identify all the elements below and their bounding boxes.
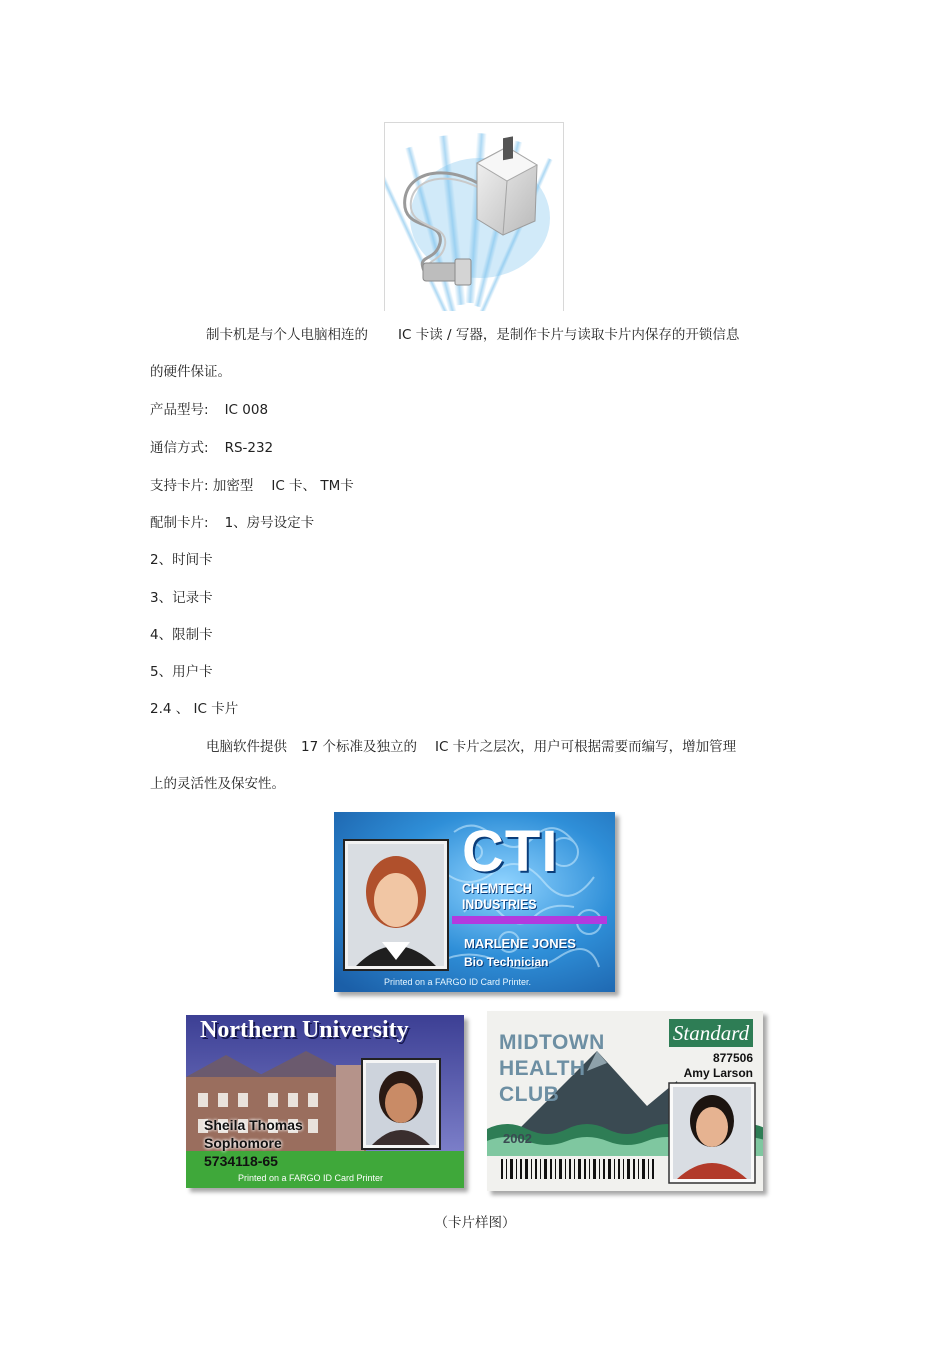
spec-model [150, 401, 268, 419]
spec-cards-item-1: 1、房号设定卡 [224, 515, 315, 531]
paragraph-1-part-b: IC 卡读 / 写器，是制作卡片与读取卡片内保存的开锁信息 [398, 327, 740, 343]
paragraph-2-part-a: 电脑软件提供 [206, 739, 287, 755]
list-item-4: 4、限制卡 [150, 627, 213, 643]
cti-role: Bio Technician [464, 955, 549, 969]
list-item-3: 3、记录卡 [150, 590, 213, 606]
spec-support-value: IC 卡、 TM卡 [271, 478, 354, 494]
spec-model-value: IC 008 [224, 402, 269, 418]
cti-footer: Printed on a FARGO ID Card Printer. [384, 977, 532, 987]
midtown-name: Amy Larson [683, 1066, 753, 1080]
spec-cards-label: 配制卡片: [150, 515, 209, 531]
midtown-number: 877506 [712, 1051, 753, 1065]
spec-cards [150, 514, 314, 532]
spec-comm [150, 439, 273, 457]
northern-title: Northern University [200, 1017, 409, 1043]
midtown-health-club-id-card [487, 1011, 763, 1191]
cti-id-card [334, 812, 615, 992]
northern-university-id-card [186, 1015, 464, 1188]
northern-name: Sheila Thomas [204, 1117, 303, 1133]
list-item-5: 5、用户卡 [150, 664, 213, 680]
cti-company: CHEMTECH INDUSTRIES [462, 880, 537, 912]
spec-comm-value: RS-232 [224, 440, 274, 456]
midtown-line-1: MIDTOWN [499, 1031, 605, 1054]
spec-comm-label: 通信方式: [150, 440, 209, 456]
paragraph-1-line-2: 的硬件保证。 [150, 364, 231, 380]
cti-logo: CTI [462, 819, 559, 884]
paragraph-2-part-b: 17 个标准及独立的 [301, 739, 417, 755]
paragraph-1-part-a: 制卡机是与个人电脑相连的 [206, 327, 368, 343]
paragraph-2-line-1 [206, 738, 736, 756]
cti-name: MARLENE JONES [464, 936, 576, 951]
midtown-line-3: CLUB [499, 1083, 560, 1106]
spec-support-label: 支持卡片: 加密型 [150, 478, 254, 494]
spec-support [150, 477, 354, 495]
card-reader-image [384, 122, 564, 311]
list-item-2: 2、时间卡 [150, 552, 213, 568]
midtown-year: 2002 [503, 1131, 532, 1146]
northern-footer: Printed on a FARGO ID Card Printer [238, 1173, 384, 1183]
paragraph-2-line-2: 上的灵活性及保安性。 [150, 776, 285, 792]
paragraph-2-part-c: IC 卡片之层次，用户可根据需要而编写，增加管理 [434, 739, 737, 755]
figure-caption: （卡片样图） [434, 1215, 516, 1231]
paragraph-1-line-1 [206, 326, 739, 344]
midtown-line-2: HEALTH [499, 1057, 586, 1080]
northern-role: Sophomore [204, 1135, 282, 1151]
midtown-badge: Standard [672, 1021, 750, 1045]
northern-number: 5734118-65 [204, 1153, 278, 1169]
spec-model-label: 产品型号: [150, 402, 209, 418]
section-heading: 2.4 、 IC 卡片 [150, 701, 239, 717]
